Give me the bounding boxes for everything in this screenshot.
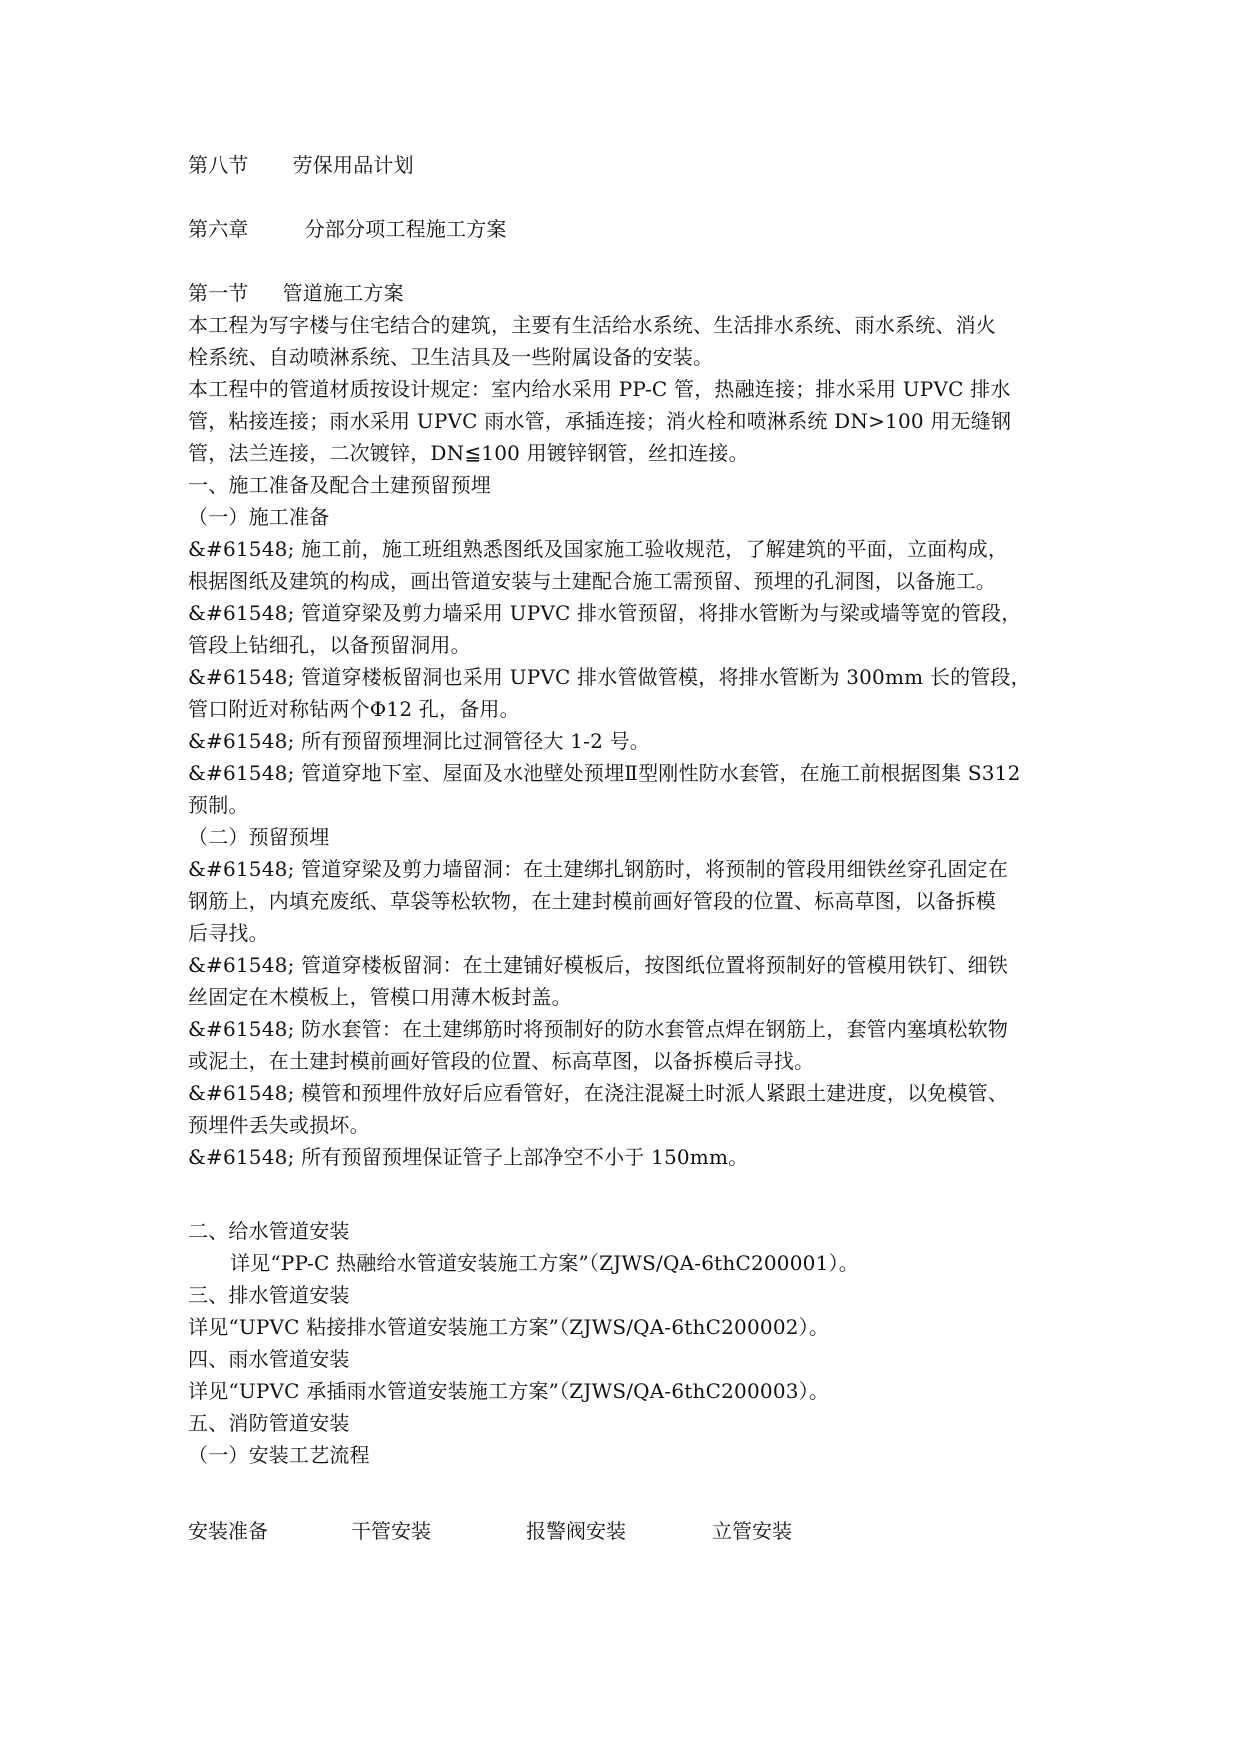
body-line: 管，法兰连接，二次镀锌，DN≦100 用镀锌钢管，丝扣连接。 <box>188 441 749 465</box>
body-line: 或泥土，在土建封模前画好管段的位置、标高草图，以备拆模后寻找。 <box>188 1049 815 1073</box>
body-line: &#61548; 管道穿楼板留洞：在土建铺好模板后，按图纸位置将预制好的管模用铁钉、细铁 <box>188 953 1009 977</box>
flow-step: 立管安装 <box>712 1519 792 1543</box>
reference-line: 详见“PP-C 热融给水管道安装施工方案”（ZJWS/QA-6thC200001）。 <box>230 1251 859 1275</box>
heading-title: 分部分项工程施工方案 <box>304 217 507 241</box>
body-line: 管口附近对称钻两个Φ12 孔，备用。 <box>188 697 520 721</box>
subsection-heading: （一）施工准备 <box>188 505 330 529</box>
reference-line: 详见“UPVC 粘接排水管道安装施工方案”（ZJWS/QA-6thC200002）。 <box>188 1315 830 1339</box>
body-line: 后寻找。 <box>188 921 269 945</box>
body-line: &#61548; 管道穿地下室、屋面及水池壁处预埋Ⅱ型刚性防水套管，在施工前根据图集 S312 <box>188 761 1021 785</box>
heading-chapter-6 <box>188 213 507 245</box>
body-line: &#61548; 防水套管：在土建绑筋时将预制好的防水套管点焊在钢筋上，套管内塞填松软物 <box>188 1017 1009 1041</box>
heading-number: 第八节 <box>188 153 249 177</box>
heading-number: 第一节 <box>188 281 249 305</box>
heading-title: 管道施工方案 <box>282 281 404 305</box>
section-heading-rainwater: 四、雨水管道安装 <box>188 1347 350 1371</box>
body-line: 本工程为写字楼与住宅结合的建筑，主要有生活给水系统、生活排水系统、雨水系统、消火 <box>188 313 996 337</box>
heading-title: 劳保用品计划 <box>292 153 414 177</box>
section-heading-drainage: 三、排水管道安装 <box>188 1283 350 1307</box>
flow-step: 安装准备 <box>188 1519 268 1543</box>
body-line: &#61548; 模管和预埋件放好后应看管好，在浇注混凝土时派人紧跟土建进度，以免模管、 <box>188 1081 1009 1105</box>
heading-section-8 <box>188 149 414 181</box>
heading-number: 第六章 <box>188 217 249 241</box>
body-line: &#61548; 管道穿梁及剪力墙留洞：在土建绑扎钢筋时，将预制的管段用细铁丝穿孔固定在 <box>188 857 1009 881</box>
body-line: 栓系统、自动喷淋系统、卫生洁具及一些附属设备的安装。 <box>188 345 714 369</box>
body-line: 管段上钻细孔，以备预留洞用。 <box>188 633 471 657</box>
section-heading-fire-protection: 五、消防管道安装 <box>188 1411 350 1435</box>
section-heading-water-supply: 二、给水管道安装 <box>188 1219 350 1243</box>
subsection-heading: （二）预留预埋 <box>188 825 330 849</box>
subsection-heading: （一）安装工艺流程 <box>188 1443 370 1467</box>
flow-step: 报警阀安装 <box>526 1519 626 1543</box>
body-line: &#61548; 管道穿梁及剪力墙采用 UPVC 排水管预留，将排水管断为与梁或墙等宽的管段， <box>188 601 1022 625</box>
flow-step: 干管安装 <box>351 1519 431 1543</box>
reference-line: 详见“UPVC 承插雨水管道安装施工方案”（ZJWS/QA-6thC200003）。 <box>188 1379 830 1403</box>
body-line: &#61548; 所有预留预埋洞比过洞管径大 1-2 号。 <box>188 729 651 753</box>
body-line: 预制。 <box>188 793 249 817</box>
body-line: 丝固定在木模板上，管模口用薄木板封盖。 <box>188 985 572 1009</box>
body-line: &#61548; 施工前，施工班组熟悉图纸及国家施工验收规范，了解建筑的平面，立面构成， <box>188 537 1009 561</box>
subsection-heading: 一、施工准备及配合土建预留预埋 <box>188 473 491 497</box>
body-line: 钢筋上，内填充废纸、草袋等松软物，在土建封模前画好管段的位置、标高草图，以备拆模 <box>188 889 996 913</box>
body-line: 根据图纸及建筑的构成，画出管道安装与土建配合施工需预留、预埋的孔洞图，以备施工。 <box>188 569 996 593</box>
heading-section-1 <box>188 277 404 309</box>
body-line: 预埋件丢失或损坏。 <box>188 1113 370 1137</box>
body-line: 本工程中的管道材质按设计规定：室内给水采用 PP-C 管，热融连接；排水采用 UPVC 排水 <box>188 377 1011 401</box>
body-line: 管，粘接连接；雨水采用 UPVC 雨水管，承插连接；消火栓和喷淋系统 DN>100 用无缝钢 <box>188 409 1012 433</box>
body-line: &#61548; 管道穿楼板留洞也采用 UPVC 排水管做管模，将排水管断为 300mm 长的管段， <box>188 665 1031 689</box>
body-line: &#61548; 所有预留预埋保证管子上部净空不小于 150mm。 <box>188 1145 749 1169</box>
